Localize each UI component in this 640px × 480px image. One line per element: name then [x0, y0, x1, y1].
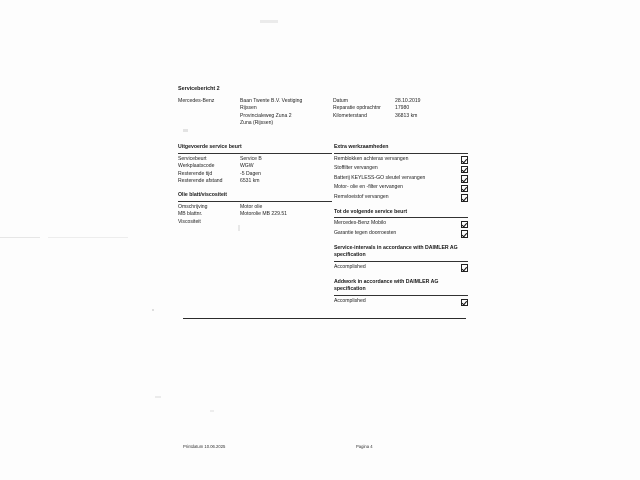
oil-value: Motor olie: [240, 203, 263, 210]
scan-artifact: [155, 396, 161, 398]
scan-artifact: [210, 410, 214, 412]
checklist-label: Mercedes-Benz Mobilo: [333, 220, 387, 227]
service-label: Werkplaatscode: [178, 163, 215, 170]
scan-artifact: [48, 237, 128, 238]
checkbox-checked-icon[interactable]: [461, 299, 469, 307]
checkbox-checked-icon[interactable]: [461, 166, 469, 174]
meta-value: 36813 km: [395, 112, 418, 119]
page-footer: [183, 444, 466, 449]
checklist-label: Garantie tegen doorroesten: [333, 229, 397, 236]
checkbox-checked-icon[interactable]: [461, 185, 469, 193]
checklist-label: Remblokken achteras vervangen: [333, 155, 409, 162]
checklist-label: Remvloeistof vervangen: [333, 193, 389, 200]
service-row: [178, 178, 332, 185]
brand-label: Mercedes-Benz: [178, 97, 215, 104]
checkbox-checked-icon[interactable]: [461, 194, 469, 202]
oil-label: MB blattnr.: [178, 211, 203, 218]
oil-label: Viscositeit: [178, 218, 201, 225]
meta-row: [333, 113, 468, 120]
scan-artifact: [260, 20, 278, 23]
scan-artifact: [152, 309, 154, 311]
checklist-item: [334, 156, 468, 164]
section-heading-next-service: Tot de volgende service beurt: [334, 209, 468, 219]
meta-label: Kilometerstand: [333, 112, 367, 119]
oil-row: [178, 219, 332, 226]
oil-label: Omschrijving: [178, 203, 208, 210]
service-label: Resterende afstand: [178, 177, 223, 184]
dealer-address-line: Rijssen: [240, 105, 257, 112]
footer-print-date: Printdatum 10.06.2025: [183, 444, 226, 449]
oil-value: Motorolie MB 229.51: [240, 211, 288, 218]
service-value: WGW: [240, 163, 254, 170]
checklist-item: [334, 220, 468, 228]
meta-row: [333, 98, 468, 105]
content-columns: [178, 137, 468, 307]
checklist-item: [334, 184, 468, 192]
meta-value: 28.10.2019: [395, 97, 421, 104]
checkbox-checked-icon[interactable]: [461, 175, 469, 183]
section-heading-oil: Olie blatt/viscositeit: [178, 192, 332, 202]
service-row: [178, 163, 332, 170]
right-column: [332, 137, 468, 307]
section-heading-service-performed: Uitgevoerde service beurt: [178, 144, 332, 154]
checklist-item: [334, 264, 468, 272]
checklist-label: Batterij KEYLESS-GO sleutel vervangen: [333, 174, 426, 181]
service-value: Service B: [240, 155, 262, 162]
dealer-address-line: Baan Twente B.V. Vestiging: [240, 97, 303, 104]
checklist-item: [334, 298, 468, 306]
oil-row: [178, 204, 332, 211]
checklist-item: [334, 165, 468, 173]
meta-label: Datum: [333, 97, 349, 104]
oil-row: [178, 211, 332, 218]
checkbox-checked-icon[interactable]: [461, 230, 469, 238]
section-heading-service-intervals: Service-intervals in accordance with DAIMLER AG specification: [334, 245, 468, 262]
meta-label: Reparatie opdrachtnr: [333, 105, 381, 112]
checkbox-checked-icon[interactable]: [461, 264, 469, 272]
checklist-item: [334, 175, 468, 183]
header-block: [178, 98, 468, 128]
scan-artifact: [0, 237, 40, 238]
dealer-address-line: Zuna (Rijssen): [240, 119, 274, 126]
meta-block: [333, 98, 468, 128]
checklist-label: Motor- olie en -filter vervangen: [333, 184, 404, 191]
oil-value: [240, 219, 332, 226]
checklist-label: Stoffilter vervangen: [333, 165, 378, 172]
meta-row: [333, 105, 468, 112]
meta-value: 17980: [395, 105, 410, 112]
service-row: [178, 156, 332, 163]
checkbox-checked-icon[interactable]: [461, 221, 469, 229]
checklist-item: [334, 194, 468, 202]
document-body: [178, 86, 468, 308]
checklist-item: [334, 230, 468, 238]
dealer-address-line: Provincialeweg Zuna 2: [240, 112, 292, 119]
checkbox-checked-icon[interactable]: [461, 156, 469, 164]
service-value: -5 Dagen: [240, 170, 261, 177]
section-heading-extra-work: Extra werkzaamheden: [334, 144, 468, 154]
service-value: 6531 km: [240, 177, 260, 184]
service-row: [178, 171, 332, 178]
service-label: Resterende tijd: [178, 170, 213, 177]
footer-page-number: Pagina 4: [356, 444, 373, 449]
checklist-label: Accomplished: [333, 298, 366, 305]
dealer-address: [240, 98, 333, 128]
left-column: [178, 137, 332, 307]
service-label: Servicebeurt: [178, 155, 207, 162]
checklist-label: Accomplished: [333, 263, 366, 270]
section-heading-addwork: Addwork in accordance with DAIMLER AG specification: [334, 279, 468, 296]
bottom-divider: [183, 318, 466, 319]
document-title: Servicebericht 2: [178, 86, 220, 92]
